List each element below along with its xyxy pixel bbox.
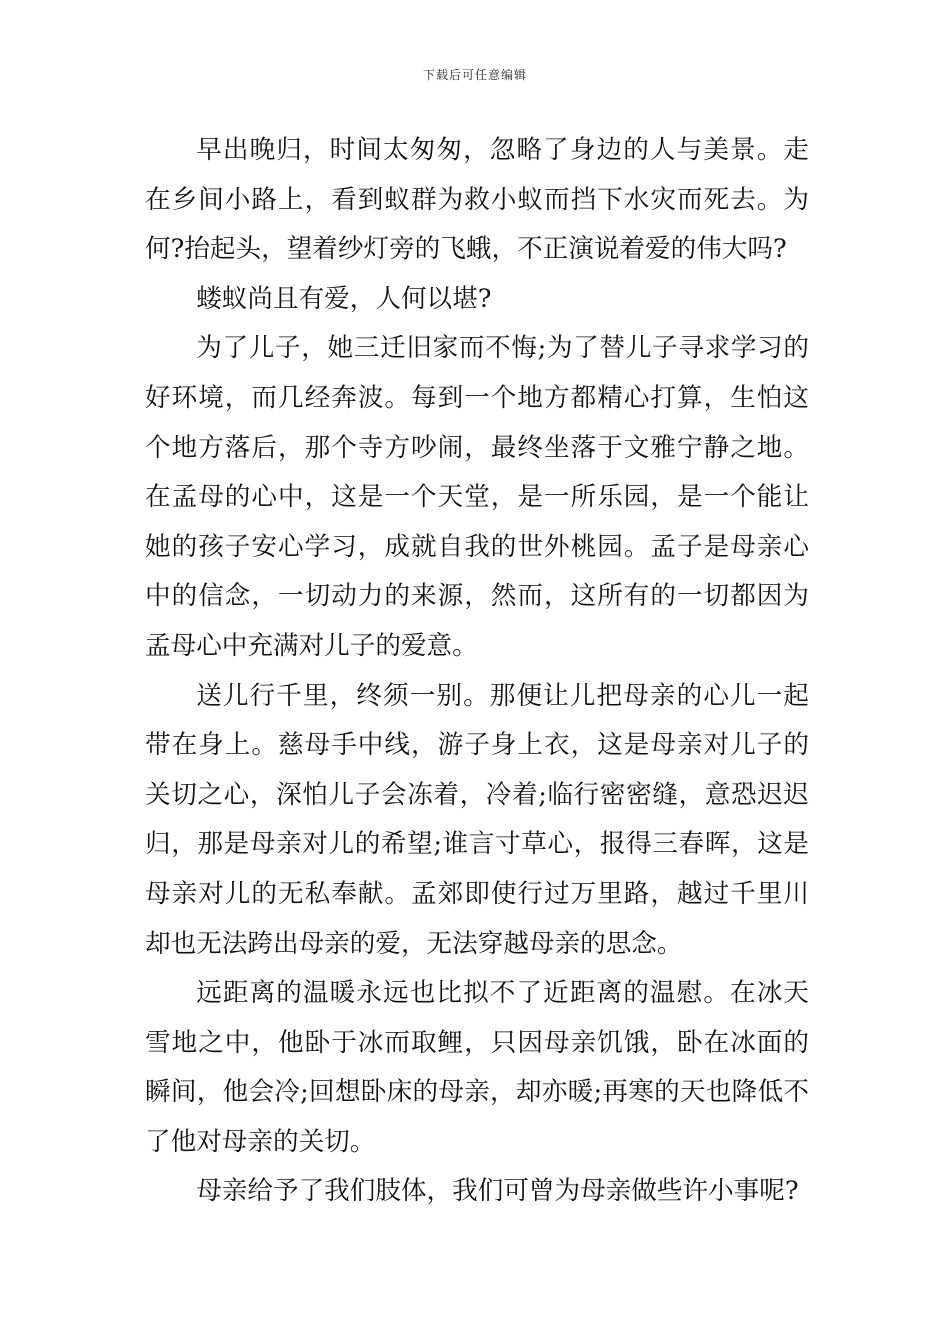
paragraph-6: 母亲给予了我们肢体，我们可曾为母亲做些许小事呢? <box>196 1176 799 1207</box>
paragraph-4: 送儿行千里，终须一别。那便让儿把母亲的心儿一起带在身上。慈母手中线，游子身上衣，这是母亲对儿子的关切之心，深怕儿子会冻着，冷着;临行密密缝，意恐迟迟归，那是母亲对儿的希望;谁言寸草心，报得三春晖，这是母亲对儿的无私奉献。孟郊即使行过万里路，越过千里川却也无法跨出母亲的爱，无法穿越母亲的思念。 <box>145 680 809 959</box>
paragraph-2: 蝼蚁尚且有爱，人何以堪? <box>196 283 492 314</box>
paragraph-1: 早出晚归，时间太匆匆，忽略了身边的人与美景。走在乡间小路上，看到蚁群为救小蚁而挡下水灾而死去。为何?抬起头，望着纱灯旁的飞蛾，不正演说着爱的伟大吗? <box>145 135 809 265</box>
paragraph-3: 为了儿子，她三迁旧家而不悔;为了替儿子寻求学习的好环境，而几经奔波。每到一个地方都精心打算，生怕这个地方落后，那个寺方吵闹，最终坐落于文雅宁静之地。在孟母的心中，这是一个天堂，是一所乐园，是一个能让她的孩子安心学习，成就自我的世外桃园。孟子是母亲心中的信念，一切动力的来源，然而，这所有的一切都因为孟母心中充满对儿子的爱意。 <box>145 333 809 661</box>
article-body <box>145 126 809 1217</box>
page-header-note: 下载后可任意编辑 <box>422 68 527 82</box>
paragraph-5: 远距离的温暖永远也比拟不了近距离的温慰。在冰天雪地之中，他卧于冰而取鲤，只因母亲饥饿，卧在冰面的瞬间，他会冷;回想卧床的母亲，却亦暖;再寒的天也降低不了他对母亲的关切。 <box>145 978 809 1157</box>
